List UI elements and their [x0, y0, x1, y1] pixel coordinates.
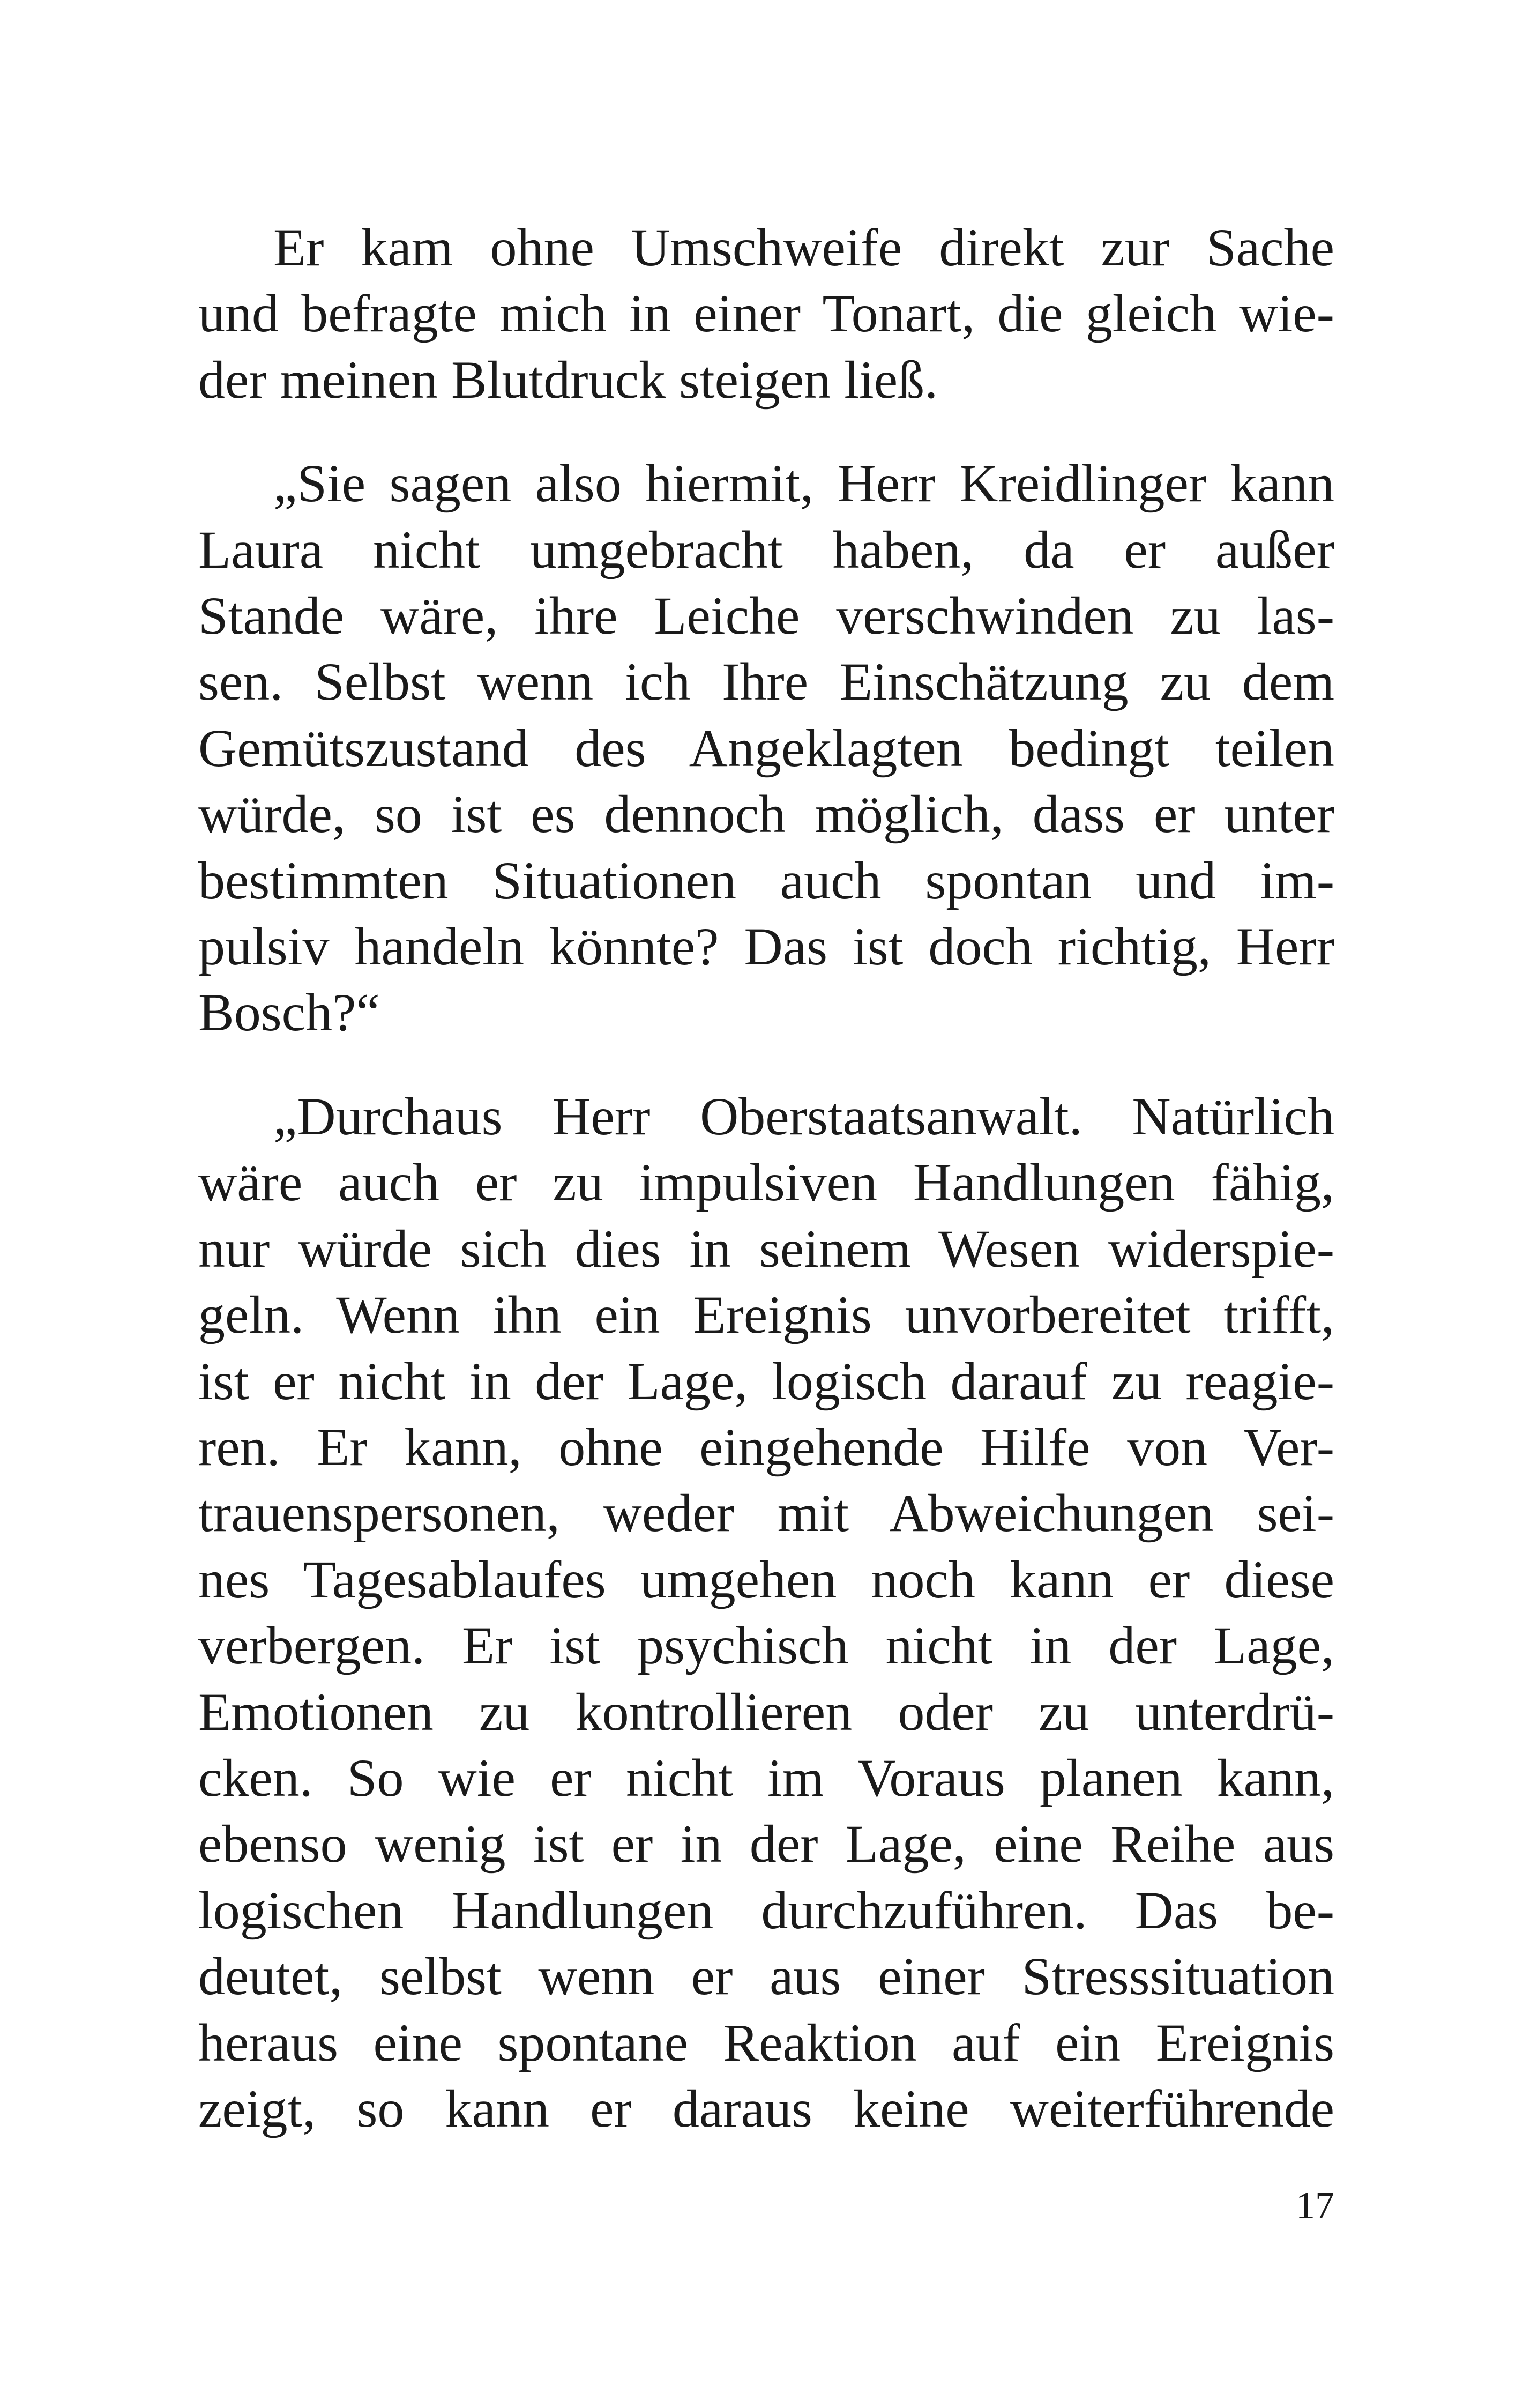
text-line: verbergen. Er ist psychisch nicht in der Lage, [198, 1616, 1334, 1676]
text-line: sen. Selbst wenn ich Ihre Einschätzung zu dem [198, 652, 1334, 712]
paragraph-2 [198, 450, 1334, 1046]
text-line: „Sie sagen also hiermit, Herr Kreidlinger kann [273, 454, 1334, 514]
text-line: Laura nicht umgebracht haben, da er außer [198, 519, 1334, 579]
text-line: heraus eine spontane Reaktion auf ein Ereignis [198, 2012, 1334, 2072]
text-line: logischen Handlungen durchzuführen. Das be- [198, 1880, 1334, 1940]
text-line: Er kam ohne Umschweife direkt zur Sache [273, 218, 1334, 277]
text-line: würde, so ist es dennoch möglich, dass er unter [198, 784, 1334, 844]
text-line: bestimmten Situationen auch spontan und im- [198, 850, 1334, 910]
paragraph-1 [198, 214, 1334, 413]
text-line: Stande wäre, ihre Leiche verschwinden zu las- [198, 586, 1334, 646]
page-body [198, 214, 1334, 2179]
paragraph-3 [198, 1083, 1334, 2142]
text-line: wäre auch er zu impulsiven Handlungen fähig, [198, 1153, 1334, 1213]
text-line: deutet, selbst wenn er aus einer Stresssituation [198, 1946, 1334, 2006]
text-line: trauenspersonen, weder mit Abweichungen sei- [198, 1483, 1334, 1543]
text-line: nur würde sich dies in seinem Wesen widerspie- [198, 1218, 1334, 1279]
text-line: Bosch?“ [198, 983, 380, 1043]
text-line: und befragte mich in einer Tonart, die gleich wie- [198, 284, 1334, 344]
text-line: ebenso wenig ist er in der Lage, eine Reihe aus [198, 1814, 1334, 1874]
text-line: cken. So wie er nicht im Voraus planen kann, [198, 1748, 1334, 1808]
text-line: nes Tagesablaufes umgehen noch kann er diese [198, 1549, 1334, 1609]
text-line: pulsiv handeln könnte? Das ist doch richtig, Herr [198, 917, 1334, 977]
text-line: „Durchaus Herr Oberstaatsanwalt. Natürlich [273, 1086, 1334, 1146]
text-line: zeigt, so kann er daraus keine weiterführende [198, 2078, 1334, 2138]
text-line: geln. Wenn ihn ein Ereignis unvorbereitet trifft, [198, 1285, 1334, 1345]
page-number: 17 [1296, 2184, 1334, 2227]
text-line: der meinen Blutdruck steigen ließ. [198, 350, 938, 410]
text-line: Gemütszustand des Angeklagten bedingt teilen [198, 718, 1334, 778]
text-line: Emotionen zu kontrollieren oder zu unterdrü- [198, 1682, 1334, 1742]
text-line: ren. Er kann, ohne eingehende Hilfe von Ver- [198, 1417, 1334, 1477]
text-line: ist er nicht in der Lage, logisch darauf zu reagie- [198, 1351, 1334, 1411]
